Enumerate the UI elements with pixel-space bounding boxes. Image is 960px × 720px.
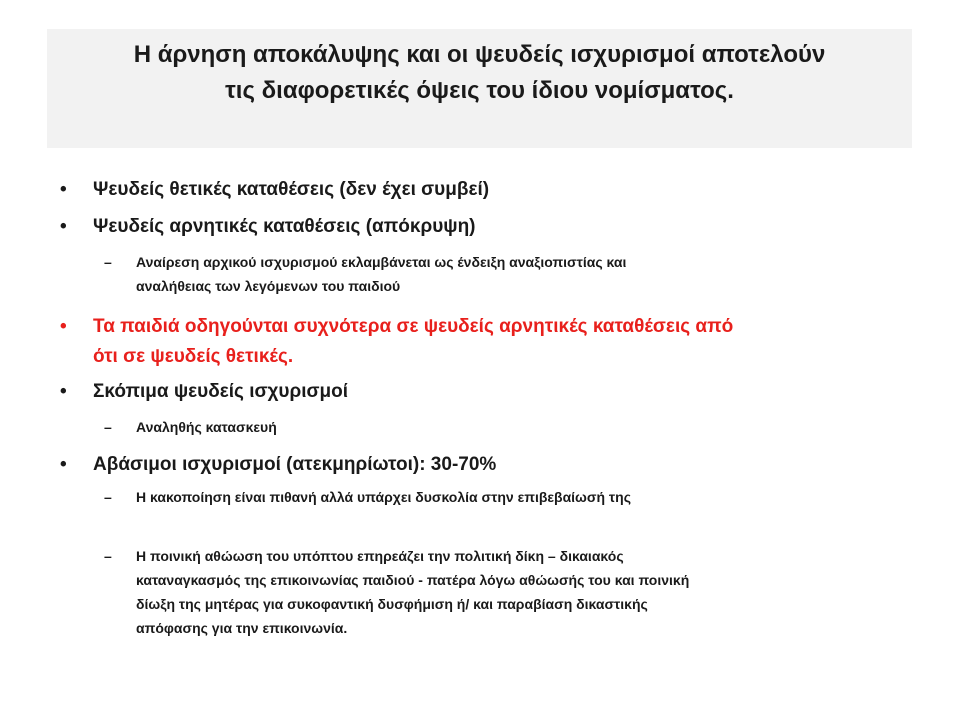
sub-bullet-text-line: αναλήθειας των λεγόμενων του παιδιού (136, 278, 401, 294)
bullet-item (93, 175, 489, 205)
bullet-icon: • (60, 179, 67, 200)
sub-bullet-item (136, 485, 631, 509)
bullet-item (93, 377, 348, 407)
slide-title-line-2: τις διαφορετικές όψεις του ίδιου νομίσματος. (225, 77, 734, 104)
sub-bullet-text-line: καταναγκασμός της επικοινωνίας παιδιού - πατέρα λόγω αθώωσής του και ποινική (136, 572, 690, 588)
sub-bullet-text-line: Η ποινική αθώωση του υπόπτου επηρεάζει την πολιτική δίκη – δικαιακός (136, 548, 624, 564)
sub-bullet-dash-icon: – (104, 489, 112, 505)
bullet-icon: • (60, 316, 67, 337)
bullet-text: Σκόπιμα ψευδείς ισχυρισμοί (93, 381, 349, 402)
bullet-icon: • (60, 381, 67, 402)
sub-bullet-item (136, 250, 626, 298)
bullet-item (93, 450, 496, 480)
bullet-item-highlighted (93, 312, 733, 372)
bullet-icon: • (60, 454, 67, 475)
sub-bullet-text-line: Αναληθής κατασκευή (136, 419, 277, 435)
sub-bullet-dash-icon: – (104, 548, 112, 564)
bullet-text: Ψευδείς αρνητικές καταθέσεις (απόκρυψη) (93, 216, 476, 237)
sub-bullet-item (136, 415, 277, 439)
sub-bullet-text-line: δίωξη της μητέρας για συκοφαντική δυσφήμιση ή/ και παραβίαση δικαστικής (136, 596, 648, 612)
bullet-text-line: ότι σε ψευδείς θετικές. (93, 346, 294, 367)
bullet-text-line: Τα παιδιά οδηγούνται συχνότερα σε ψευδείς αρνητικές καταθέσεις από (93, 316, 734, 337)
sub-bullet-dash-icon: – (104, 254, 112, 270)
bullet-item (93, 212, 476, 242)
sub-bullet-text-line: Αναίρεση αρχικού ισχυρισμού εκλαμβάνεται ως ένδειξη αναξιοπιστίας και (136, 254, 627, 270)
sub-bullet-dash-icon: – (104, 419, 112, 435)
slide-title-line-1: Η άρνηση αποκάλυψης και οι ψευδείς ισχυρισμοί αποτελούν (133, 41, 826, 68)
bullet-icon: • (60, 216, 67, 237)
sub-bullet-text-line: απόφασης για την επικοινωνία. (136, 620, 348, 636)
bullet-text: Ψευδείς θετικές καταθέσεις (δεν έχει συμβεί) (93, 179, 490, 200)
sub-bullet-item (136, 544, 689, 640)
bullet-text: Αβάσιμοι ισχυρισμοί (ατεκμηρίωτοι): 30-70% (93, 454, 497, 475)
sub-bullet-text-line: Η κακοποίηση είναι πιθανή αλλά υπάρχει δυσκολία στην επιβεβαίωσή της (136, 489, 631, 505)
